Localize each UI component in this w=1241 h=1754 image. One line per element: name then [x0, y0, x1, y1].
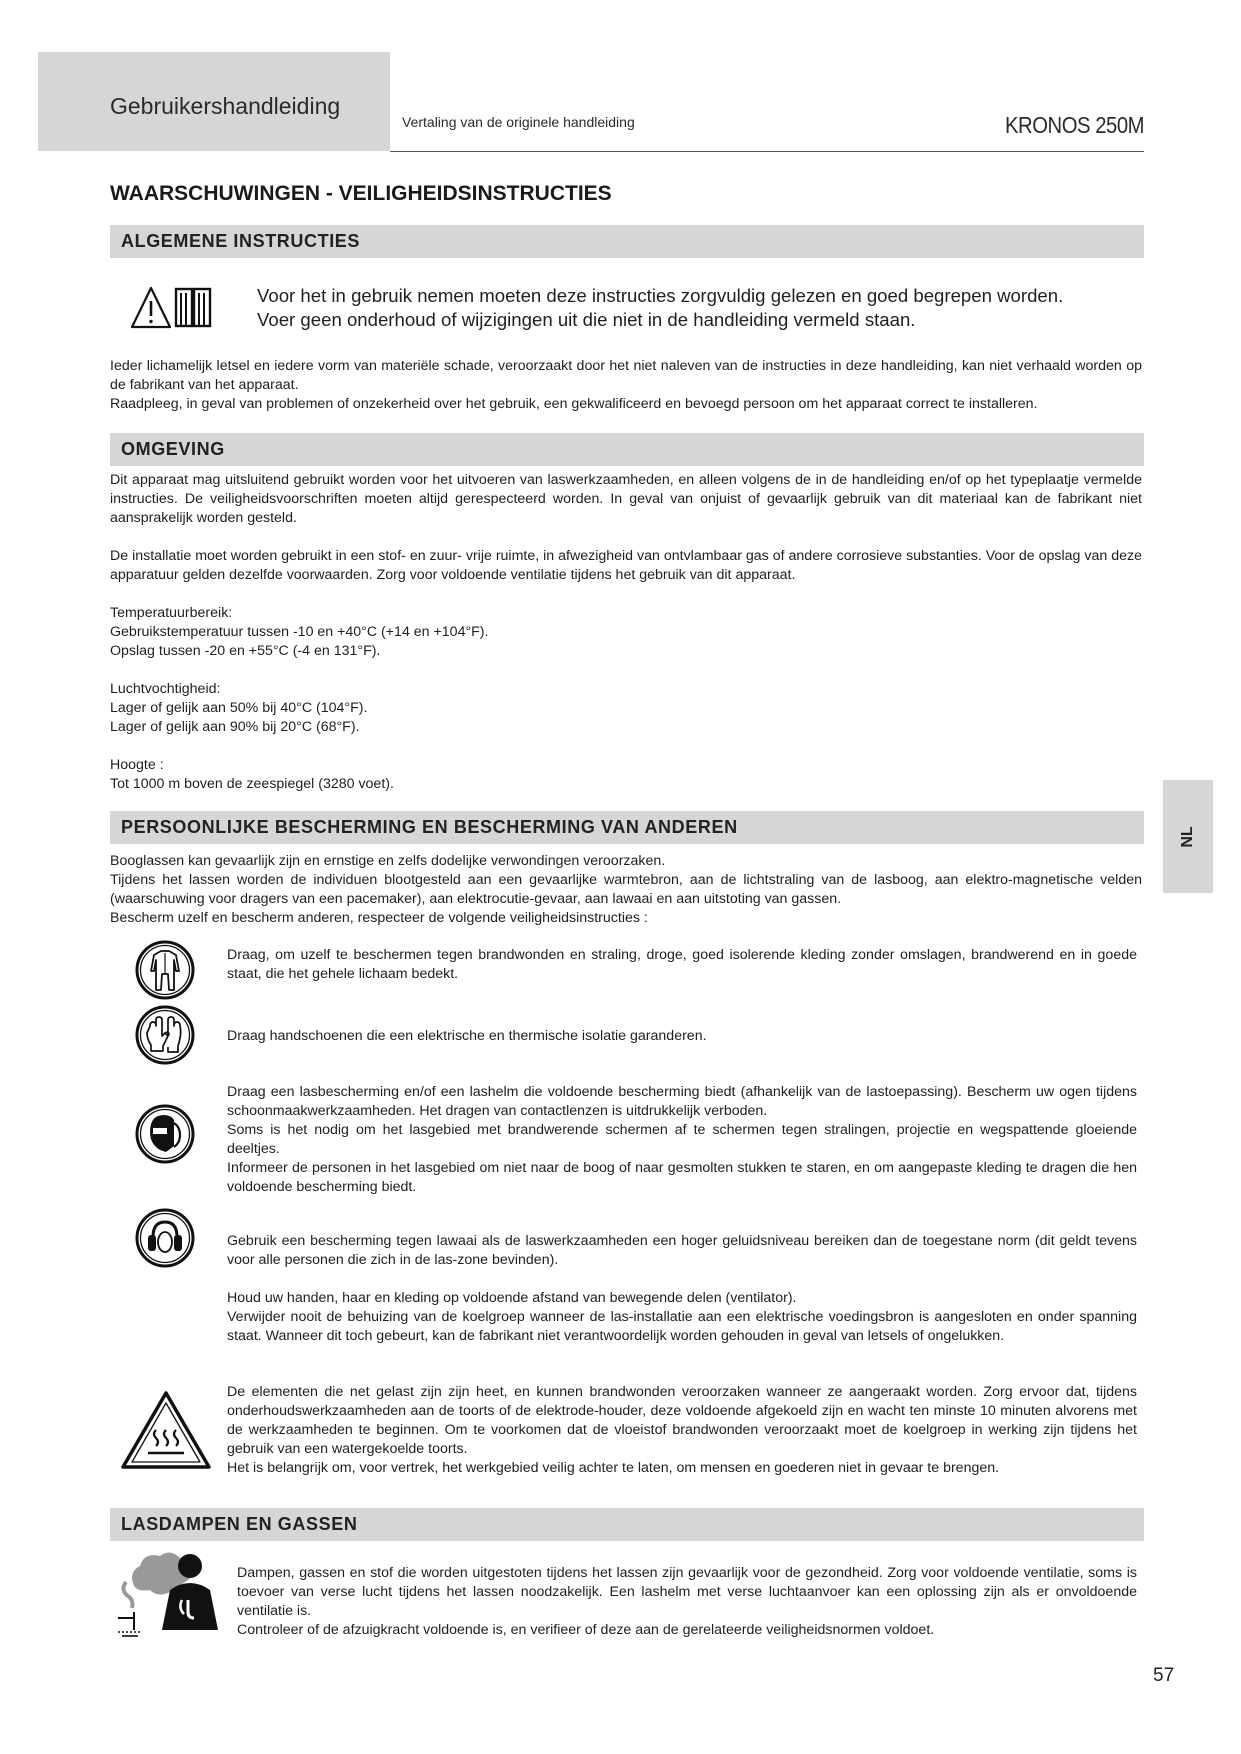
welding-fumes-icon — [112, 1548, 230, 1640]
paragraph: Houd uw handen, haar en kleding op voldoende afstand van bewegende delen (ventilator). — [227, 1290, 797, 1306]
paragraph: Verwijder nooit de behuizing van de koelgroep wanneer de las-installatie aan een elektrische voedingsbron is aangesloten en onder spanning staat. Wanneer dit toch gebeurt, kan de fabrikant niet verantwoordelijk worden gehouden in geval van letsels of ongelukken. — [227, 1309, 1137, 1344]
intro-lead-text — [257, 284, 1063, 332]
temperature-use: Gebruikstemperatuur tussen -10 en +40°C (+14 en +104°F). — [110, 624, 489, 640]
altitude-value: Tot 1000 m boven de zeespiegel (3280 voet). — [110, 776, 394, 792]
section-heading-lasdampen — [110, 1508, 1144, 1541]
paragraph: Draag een lasbescherming en/of een lashelm die voldoende bescherming biedt (afhankelijk van de lastoepassing). Bescherm uw ogen tijdens schoonmaakwerkzaamheden. Het dragen van contactlenzen is uitdrukkelijk verboden. — [227, 1084, 1137, 1119]
humidity-line: Lager of gelijk aan 90% bij 20°C (68°F). — [110, 719, 360, 735]
lead-line: Voor het in gebruik nemen moeten deze instructies zorgvuldig gelezen en goed begrepen worden. — [257, 285, 1064, 306]
section-heading-label: LASDAMPEN EN GASSEN — [121, 1514, 358, 1534]
temperature-label: Temperatuurbereik: — [110, 605, 233, 621]
section-heading-omgeving — [110, 433, 1144, 466]
paragraph: Informeer de personen in het lasgebied om niet naar de boog of naar gesmolten stukken te staren, en om aangepaste kleding te dragen die hen voldoende bescherming biedt. — [227, 1160, 1137, 1195]
humidity — [110, 680, 1142, 737]
protection-intro — [110, 852, 1142, 928]
lead-line: Voer geen onderhoud of wijzigingen uit die niet in de handleiding vermeld staan. — [257, 309, 916, 330]
paragraph: Ieder lichamelijk letsel en iedere vorm van materiële schade, veroorzaakt door het niet naleven van de instructies in deze handleiding, kan niet verhaald worden op de fabrikant van het apparaat. — [110, 358, 1142, 393]
hearing-protection-icon — [134, 1207, 196, 1269]
temperature-range — [110, 604, 1142, 661]
section-heading-label: ALGEMENE INSTRUCTIES — [121, 231, 361, 251]
section-heading-label: PERSOONLIJKE BESCHERMING EN BESCHERMING VAN ANDEREN — [121, 817, 738, 837]
paragraph: Het is belangrijk om, voor vertrek, het werkgebied veilig achter te laten, om mensen en goederen niet in gevaar te brengen. — [227, 1460, 1000, 1476]
section-heading-bescherming — [110, 811, 1144, 844]
paragraph: Dampen, gassen en stof die worden uitgestoten tijdens het lassen zijn gevaarlijk voor de gezondheid. Zorg voor voldoende ventilatie, soms is toevoer van verse lucht tijdens het lassen noodzakelijk. Een lashelm met verse luchtaanvoer kan een oplossing zijn als er onvoldoende ventilatie is. — [237, 1565, 1137, 1619]
welding-helmet-icon — [134, 1103, 196, 1165]
temperature-storage: Opslag tussen -20 en +55°C (-4 en 131°F). — [110, 643, 381, 659]
section-heading-algemene — [110, 225, 1144, 258]
paragraph: Dit apparaat mag uitsluitend gebruikt worden voor het uitvoeren van laswerkzaamheden, en alleen volgens de in de handleiding en/of op het typeplaatje vermelde instructies. De veiligheidsvoorschriften moeten altijd gerespecteerd worden. In geval van onjuist of gevaarlijk gebruik van dit materiaal kan de fabrikant niet aansprakelijk worden gesteld. — [110, 472, 1142, 526]
humidity-line: Lager of gelijk aan 50% bij 40°C (104°F). — [110, 700, 368, 716]
language-tab — [1163, 780, 1213, 893]
document-title: Gebruikershandleiding — [110, 93, 341, 119]
section-heading-label: OMGEVING — [121, 439, 225, 459]
moving-parts-instructions — [227, 1289, 1137, 1346]
paragraph: Controleer of de afzuigkracht voldoende is, en verifieer of deze aan de gerelateerde veiligheidsnormen voldoet. — [237, 1622, 935, 1638]
hot-elements-instructions — [227, 1383, 1137, 1478]
page-number: 57 — [1153, 1665, 1175, 1686]
paragraph: Bescherm uzelf en bescherm anderen, respecteer de volgende veiligheidsinstructies : — [110, 910, 648, 926]
paragraph: De installatie moet worden gebruikt in een stof- en zuur- vrije ruimte, in afwezigheid van ontvlambaar gas of andere corrosieve substanties. Voor de opslag van deze apparatuur gelden dezelfde voorwaarden. Zorg voor voldoende ventilatie tijdens het gebruik van dit apparaat. — [110, 548, 1142, 583]
helmet-instructions — [227, 1083, 1137, 1197]
gloves-instruction: Draag handschoenen die een elektrische en thermische isolatie garanderen. — [227, 1028, 707, 1044]
paragraph: De elementen die net gelast zijn zijn heet, en kunnen brandwonden veroorzaken wanneer ze aangeraakt worden. Zorg ervoor dat, tijdens onderhoudswerkzaamheden aan de toorts of de elektrode-houder, deze voldoende afgekoeld zijn en wacht ten minste 10 minuten alvorens met de werkzaamheden te beginnen. Om te voorkomen dat de vloeistof brandwonden veroorzaakt moet de koelgroep in werking zijn tijdens het gebruik van een watergekoelde toorts. — [227, 1384, 1137, 1457]
hearing-instruction: Gebruik een bescherming tegen lawaai als de laswerkzaamheden een hoger geluidsniveau bereiken dan de toegestane norm (dit geldt tevens voor alle personen die zich in de las-zone bevinden). — [227, 1233, 1137, 1268]
paragraph: Raadpleeg, in geval van problemen of onzekerheid over het gebruik, een gekwalificeerd en bevoegd persoon om het apparaat correct te installeren. — [110, 396, 1038, 412]
hot-surface-warning-icon — [120, 1390, 212, 1470]
paragraph: Tijdens het lassen worden de individuen blootgesteld aan een gevaarlijke warmtebron, aan de lichtstraling van de lasboog, aan elektro-magnetische velden (waarschuwing voor dragers van een pacemaker), aan elektrocutie-gevaar, aan lawaai en aan uitstoting van gassen. — [110, 872, 1142, 907]
warning-read-manual-icon — [130, 285, 230, 331]
protective-clothing-icon — [134, 939, 196, 1001]
protective-gloves-icon — [134, 1004, 196, 1066]
humidity-label: Luchtvochtigheid: — [110, 681, 221, 697]
page-title: WAARSCHUWINGEN - VEILIGHEIDSINSTRUCTIES — [110, 182, 612, 205]
clothing-instruction: Draag, om uzelf te beschermen tegen brandwonden en straling, droge, goed isolerende kleding zonder omslagen, brandwerend en in goede staat, die het gehele lichaam bedekt. — [227, 947, 1137, 982]
paragraph: Booglassen kan gevaarlijk zijn en ernstige en zelfs dodelijke verwondingen veroorzaken. — [110, 853, 666, 869]
altitude — [110, 756, 1142, 794]
language-tab-label: NL — [1179, 825, 1196, 848]
fumes-instructions — [237, 1564, 1137, 1640]
document-subtitle: Vertaling van de originele handleiding — [402, 114, 635, 130]
header-divider — [390, 151, 1144, 152]
model-name: KRONOS 250M — [1004, 112, 1144, 138]
paragraph: Soms is het nodig om het lasgebied met brandwerende schermen af te schermen tegen stralingen, projectie en wegspattende gloeiende deeltjes. — [227, 1122, 1137, 1157]
altitude-label: Hoogte : — [110, 757, 164, 773]
